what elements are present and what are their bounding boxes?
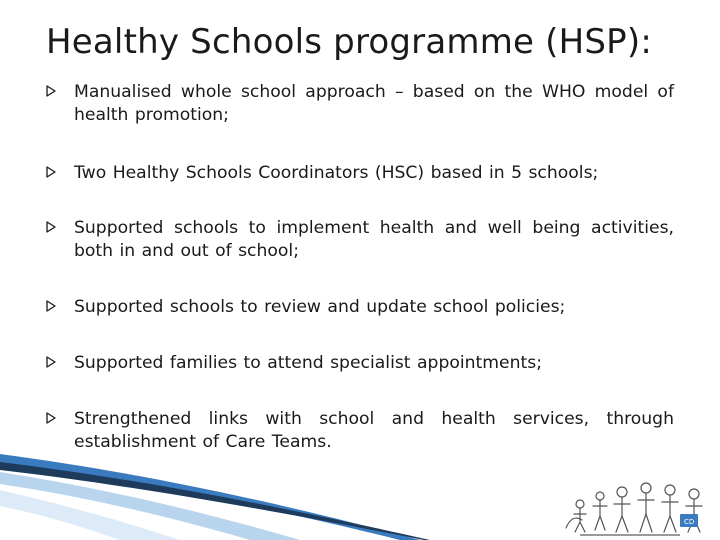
slide-title: Healthy Schools programme (HSP): bbox=[46, 22, 652, 62]
bullet-text: Two Healthy Schools Coordinators (HSC) based in 5 schools; bbox=[74, 163, 599, 183]
bullet-item bbox=[46, 81, 674, 127]
bullet-item bbox=[46, 296, 674, 319]
bullet-text: Strengthened links with school and health services, through establishment of Care Teams. bbox=[74, 409, 674, 452]
bullet-item bbox=[46, 352, 674, 375]
bullet-text: Supported families to attend specialist appointments; bbox=[74, 353, 542, 373]
triangle-right-icon bbox=[46, 356, 56, 368]
bullet-item bbox=[46, 408, 674, 454]
bullet-text: Supported schools to implement health and well being activities, both in and out of school; bbox=[74, 218, 674, 261]
bullet-item bbox=[46, 217, 674, 263]
triangle-right-icon bbox=[46, 85, 56, 97]
bullet-item bbox=[46, 162, 674, 185]
triangle-right-icon bbox=[46, 221, 56, 233]
triangle-right-icon bbox=[46, 412, 56, 424]
triangle-right-icon bbox=[46, 300, 56, 312]
community-figures-logo bbox=[560, 478, 716, 538]
triangle-right-icon bbox=[46, 166, 56, 178]
bullet-text: Manualised whole school approach – based on the WHO model of health promotion; bbox=[74, 82, 674, 125]
bullet-text: Supported schools to review and update school policies; bbox=[74, 297, 566, 317]
logo-badge-text: CD bbox=[684, 518, 695, 526]
